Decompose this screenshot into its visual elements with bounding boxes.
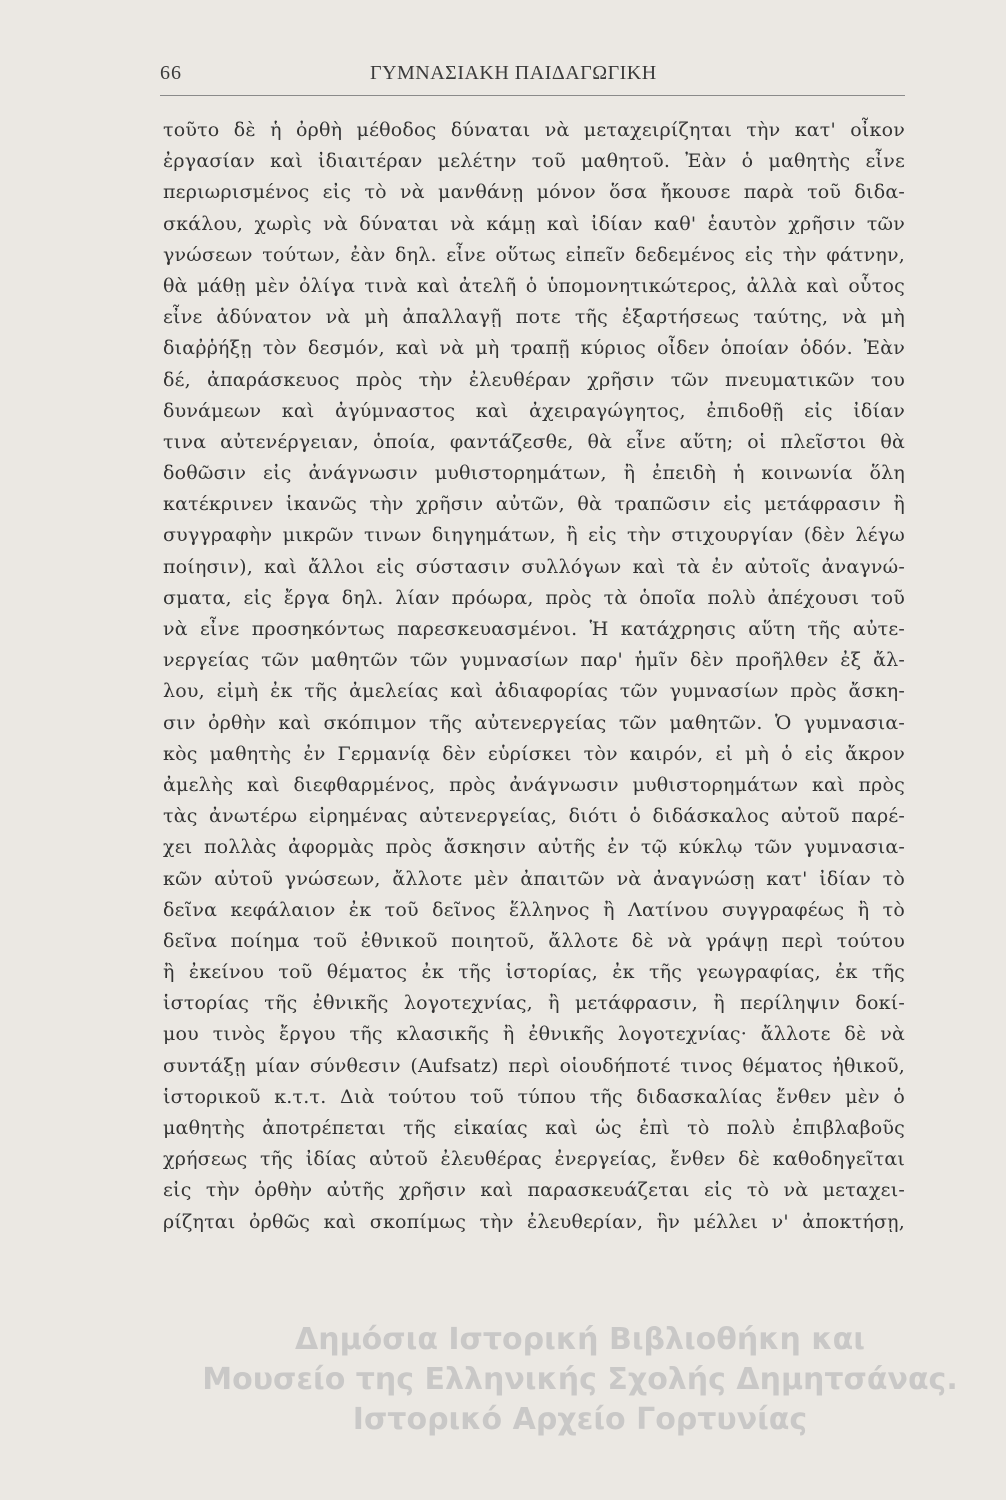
text-line: δοθῶσιν εἰς ἀνάγνωσιν μυθιστορημάτων, ἢ ἐπειδὴ ἡ κοινωνία ὅλη [163, 462, 905, 485]
text-line: δυνάμεων καὶ ἀγύμναστος καὶ ἀχειραγώγητος, ἐπιδοθῇ εἰς ἰδίαν [163, 399, 905, 422]
text-line: λου, εἰμὴ ἐκ τῆς ἀμελείας καὶ ἀδιαφορίας τῶν γυμνασίων πρὸς ἄσκη- [163, 680, 905, 703]
text-line: χει πολλὰς ἀφορμὰς πρὸς ἄσκησιν αὐτῆς ἐν τῷ κύκλῳ τῶν γυμνασια- [163, 836, 905, 859]
text-line: γνώσεων τούτων, ἐὰν δηλ. εἶνε οὕτως εἰπεῖν δεδεμένος εἰς τὴν φάτνην, [163, 243, 905, 266]
watermark-line: Ιστορικό Αρχείο Γορτυνίας [352, 1402, 808, 1437]
text-line: ἐργασίαν καὶ ἰδιαιτέραν μελέτην τοῦ μαθητοῦ. Ἐὰν ὁ μαθητὴς εἶνε [163, 150, 905, 173]
text-line: ἱστορικοῦ κ.τ.τ. Διὰ τούτου τοῦ τύπου τῆς διδασκαλίας ἔνθεν μὲν ὁ [163, 1085, 905, 1108]
watermark-line: Μουσείο της Ελληνικής Σχολής Δημητσάνας. [202, 1362, 958, 1397]
text-line: ποίησιν), καὶ ἄλλοι εἰς σύστασιν συλλόγων καὶ τὰ ἐν αὐτοῖς ἀναγνώ- [163, 555, 905, 578]
text-line: συγγραφὴν μικρῶν τινων διηγημάτων, ἢ εἰς τὴν στιχουργίαν (δὲν λέγω [163, 524, 905, 547]
text-line: θὰ μάθῃ μὲν ὀλίγα τινὰ καὶ ἀτελῆ ὁ ὑπομονητικώτερος, ἀλλὰ καὶ οὗτος [163, 274, 905, 297]
text-line: συντάξῃ μίαν σύνθεσιν (Aufsatz) περὶ οἱουδήποτέ τινος θέματος ἠθικοῦ, [163, 1054, 905, 1077]
library-watermark [180, 1320, 980, 1440]
text-line: κὸς μαθητὴς ἐν Γερμανίᾳ δὲν εὑρίσκει τὸν καιρόν, εἰ μὴ ὁ εἰς ἄκρον [163, 742, 905, 765]
body-text [163, 115, 905, 1238]
text-line: δεῖνα κεφάλαιον ἐκ τοῦ δεῖνος ἕλληνος ἢ Λατίνου συγγραφέως ἢ τὸ [163, 898, 905, 921]
text-line: δέ, ἀπαράσκευος πρὸς τὴν ἐλευθέραν χρῆσιν τῶν πνευματικῶν του [163, 368, 905, 391]
text-line: δεῖνα ποίημα τοῦ ἐθνικοῦ ποιητοῦ, ἄλλοτε δὲ νὰ γράψῃ περὶ τούτου [163, 929, 905, 952]
watermark-line: Δημόσια Ιστορική Βιβλιοθήκη και [295, 1322, 865, 1357]
text-line: μαθητὴς ἀποτρέπεται τῆς εἰκαίας καὶ ὡς ἐπὶ τὸ πολὺ ἐπιβλαβοῦς [163, 1117, 905, 1139]
text-line: σιν ὀρθὴν καὶ σκόπιμον τῆς αὐτενεργείας τῶν μαθητῶν. Ὁ γυμνασια- [163, 711, 905, 734]
text-line: νεργείας τῶν μαθητῶν τῶν γυμνασίων παρ' ἡμῖν δὲν προῆλθεν ἐξ ἄλ- [163, 649, 905, 672]
text-line: κατέκρινεν ἱκανῶς τὴν χρῆσιν αὐτῶν, θὰ τραπῶσιν εἰς μετάφρασιν ἢ [163, 493, 905, 516]
text-line: σκάλου, χωρὶς νὰ δύναται νὰ κάμῃ καὶ ἰδίαν καθ' ἑαυτὸν χρῆσιν τῶν [163, 212, 905, 235]
text-line: ρίζηται ὀρθῶς καὶ σκοπίμως τὴν ἐλευθερίαν, ἣν μέλλει ν' ἀποκτήσῃ, [163, 1210, 905, 1233]
page-number: 66 [160, 62, 182, 84]
text-line: κῶν αὐτοῦ γνώσεων, ἄλλοτε μὲν ἀπαιτῶν νὰ ἀναγνώσῃ κατ' ἰδίαν τὸ [163, 867, 905, 890]
text-line: σματα, εἰς ἔργα δηλ. λίαν πρόωρα, πρὸς τὰ ὁποῖα πολὺ ἀπέχουσι τοῦ [163, 586, 905, 609]
running-head [160, 62, 905, 90]
text-line: νὰ εἶνε προσηκόντως παρεσκευασμένοι. Ἡ κατάχρησις αὕτη τῆς αὐτε- [163, 618, 905, 640]
text-line: διαῤῥήξῃ τὸν δεσμόν, καὶ νὰ μὴ τραπῇ κύριος οἶδεν ὁποίαν ὁδόν. Ἐὰν [163, 337, 905, 360]
header-rule [160, 95, 905, 96]
text-line: τινα αὐτενέργειαν, ὁποία, φαντάζεσθε, θὰ εἶνε αὕτη; οἱ πλεῖστοι θὰ [163, 430, 905, 453]
text-line: ἀμελὴς καὶ διεφθαρμένος, πρὸς ἀνάγνωσιν μυθιστορημάτων καὶ πρὸς [163, 773, 905, 796]
text-line: τοῦτο δὲ ἡ ὀρθὴ μέθοδος δύναται νὰ μεταχειρίζηται τὴν κατ' οἶκον [163, 119, 905, 141]
text-line: χρήσεως τῆς ἰδίας αὐτοῦ ἐλευθέρας ἐνεργείας, ἔνθεν δὲ καθοδηγεῖται [163, 1148, 905, 1171]
text-line: ἢ ἐκείνου τοῦ θέματος ἐκ τῆς ἱστορίας, ἐκ τῆς γεωγραφίας, ἐκ τῆς [163, 961, 905, 984]
text-line: περιωρισμένος εἰς τὸ νὰ μανθάνῃ μόνον ὅσα ἤκουσε παρὰ τοῦ διδα- [163, 181, 905, 204]
text-line: εἰς τὴν ὀρθὴν αὐτῆς χρῆσιν καὶ παρασκευάζεται εἰς τὸ νὰ μεταχει- [163, 1179, 905, 1202]
text-line: ἱστορίας τῆς ἐθνικῆς λογοτεχνίας, ἢ μετάφρασιν, ἢ περίληψιν δοκί- [163, 992, 905, 1015]
text-line: τὰς ἀνωτέρω εἰρημένας αὐτενεργείας, διότι ὁ διδάσκαλος αὐτοῦ παρέ- [163, 805, 905, 828]
running-title: ΓΥΜΝΑΣΙΑΚΗ ΠΑΙΔΑΓΩΓΙΚΗ [370, 62, 657, 84]
text-line: εἶνε ἀδύνατον νὰ μὴ ἀπαλλαγῇ ποτε τῆς ἐξαρτήσεως ταύτης, νὰ μὴ [163, 306, 905, 329]
text-line: μου τινὸς ἔργου τῆς κλασικῆς ἢ ἐθνικῆς λογοτεχνίας· ἄλλοτε δὲ νὰ [163, 1023, 905, 1046]
